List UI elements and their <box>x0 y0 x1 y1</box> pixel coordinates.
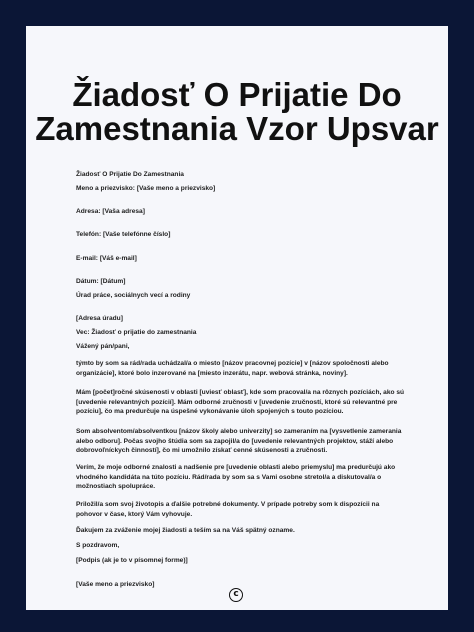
document-sheet <box>26 26 448 610</box>
recipient-line: Úrad práce, sociálnych vecí a rodiny <box>76 292 191 299</box>
paragraph-6: Ďakujem za zváženie mojej žiadosti a teším sa na Váš spätný ozname. <box>76 527 295 534</box>
signer-name: [Vaše meno a priezvisko] <box>76 581 155 588</box>
document-title: Žiadosť O Prijatie Do Zamestnania Vzor Upsvar <box>35 76 439 147</box>
phone-line: Telefón: [Vaše telefónne číslo] <box>76 231 171 238</box>
signature-line: [Podpis (ak je to v písomnej forme)] <box>76 557 188 564</box>
office-address-line: [Adresa úradu] <box>76 315 123 322</box>
closing: S pozdravom, <box>76 542 120 549</box>
subject-line: Vec: Žiadosť o prijatie do zamestnania <box>76 329 197 336</box>
paragraph-5: Priložil/a som svoj životopis a ďalšie potrebné dokumenty. V prípade potreby som k dispozícii na pohovor v čase, ktorý Vám vyhovuje. <box>76 501 380 518</box>
letter-header: Žiadosť O Prijatie Do Zamestnania <box>76 171 184 178</box>
paragraph-1: týmto by som sa rád/rada uchádzal/a o miesto [názov pracovnej pozície] v [názov spoločnosti alebo organizácie], ktoré bolo inzerované na [miesto inzerátu, napr. webová stránka, noviny]. <box>76 360 389 377</box>
paragraph-2: Mám [počet]ročné skúsenosti v oblasti [uviesť oblasť], kde som pracoval/a na rôznych pozíciách, ako sú [uvedenie relevantných pozícií]. Mám odborné zručnosti v [uvedenie zručností, ktoré sú relevantné pre pozíciu], čo ma predurčuje na úspešné vykonávanie úloh spojených s touto pozíciou. <box>76 389 405 416</box>
address-line: Adresa: [Vaša adresa] <box>76 208 145 215</box>
copyright-icon: c <box>229 588 243 602</box>
name-line: Meno a priezvisko: [Vaše meno a priezvisko] <box>76 185 216 192</box>
salutation: Vážený pán/pani, <box>76 343 130 350</box>
paragraph-4: Verím, že moje odborné znalosti a nadšenie pre [uvedenie oblasti alebo priemyslu] ma predurčujú ako vhodného kandidáta na túto pozíciu. Rád/rada by som sa s Vami osobne stretol/a a diskutoval/a o možnostiach spolupráce. <box>76 464 396 491</box>
date-line: Dátum: [Dátum] <box>76 278 126 285</box>
email-line: E-mail: [Váš e-mail] <box>76 255 137 262</box>
paragraph-3: Som absolventom/absolventkou [názov školy alebo univerzity] so zameraním na [vysvetlenie zamerania alebo odboru]. Počas svojho štúdia som sa zapojil/a do [uvedenie relevantných projektov, stáží alebo dobrovoľníckych činností], čo mi umožnilo získať cenné skúsenosti a zručnosti. <box>76 428 402 455</box>
